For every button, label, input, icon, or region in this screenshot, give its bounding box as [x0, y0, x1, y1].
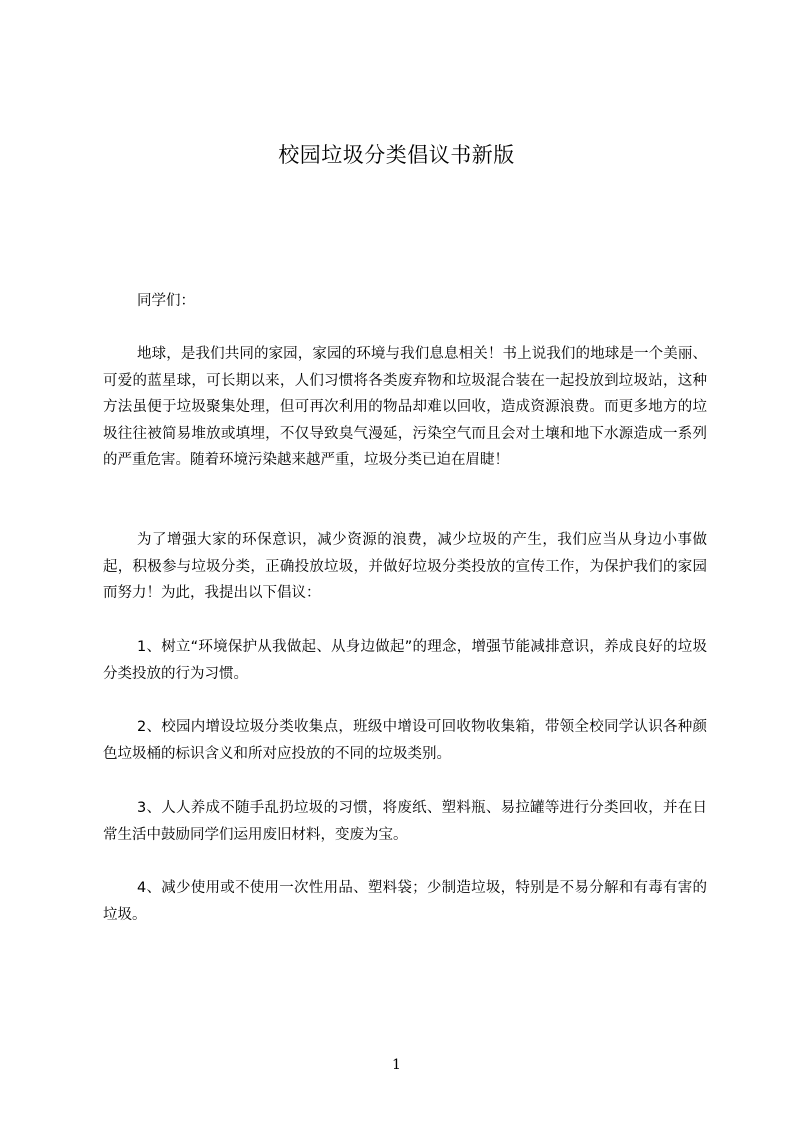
- paragraph-intro: 地球，是我们共同的家园，家园的环境与我们息息相关！书上说我们的地球是一个美丽、可爱的蓝星球，可长期以来，人们习惯将各类废弃物和垃圾混合装在一起投放到垃圾站，这种方法虽便于垃圾聚集处理，但可再次利用的物品却难以回收，造成资源浪费。而更多地方的垃圾往往被简易堆放或填埋，不仅导致臭气漫延，污染空气而且会对土壤和地下水源造成一系列的严重危害。随着环境污染越来越严重，垃圾分类已迫在眉睫！: [103, 346, 707, 468]
- paragraph-item-3: 3、人人养成不随手乱扔垃圾的习惯，将废纸、塑料瓶、易拉罐等进行分类回收，并在日常生活中鼓励同学们运用废旧材料，变废为宝。: [103, 800, 707, 843]
- paragraph-item-4: 4、减少使用或不使用一次性用品、塑料袋；少制造垃圾，特别是不易分解和有毒有害的垃圾。: [103, 880, 707, 923]
- salutation: 同学们：: [137, 293, 195, 309]
- paragraph-proposal: 为了增强大家的环保意识，减少资源的浪费，减少垃圾的产生，我们应当从身边小事做起，积极参与垃圾分类，正确投放垃圾，并做好垃圾分类投放的宣传工作，为保护我们的家园而努力！为此，我提出以下倡议：: [103, 532, 707, 601]
- document-title: 校园垃圾分类倡议书新版: [278, 143, 515, 167]
- paragraph-item-1: 1、树立“环境保护从我做起、从身边做起”的理念，增强节能减排意识，养成良好的垃圾分类投放的行为习惯。: [103, 639, 707, 682]
- page-number: 1: [392, 1057, 401, 1073]
- paragraph-item-2: 2、校园内增设垃圾分类收集点，班级中增设可回收物收集箱，带领全校同学认识各种颜色垃圾桶的标识含义和所对应投放的不同的垃圾类别。: [103, 719, 707, 762]
